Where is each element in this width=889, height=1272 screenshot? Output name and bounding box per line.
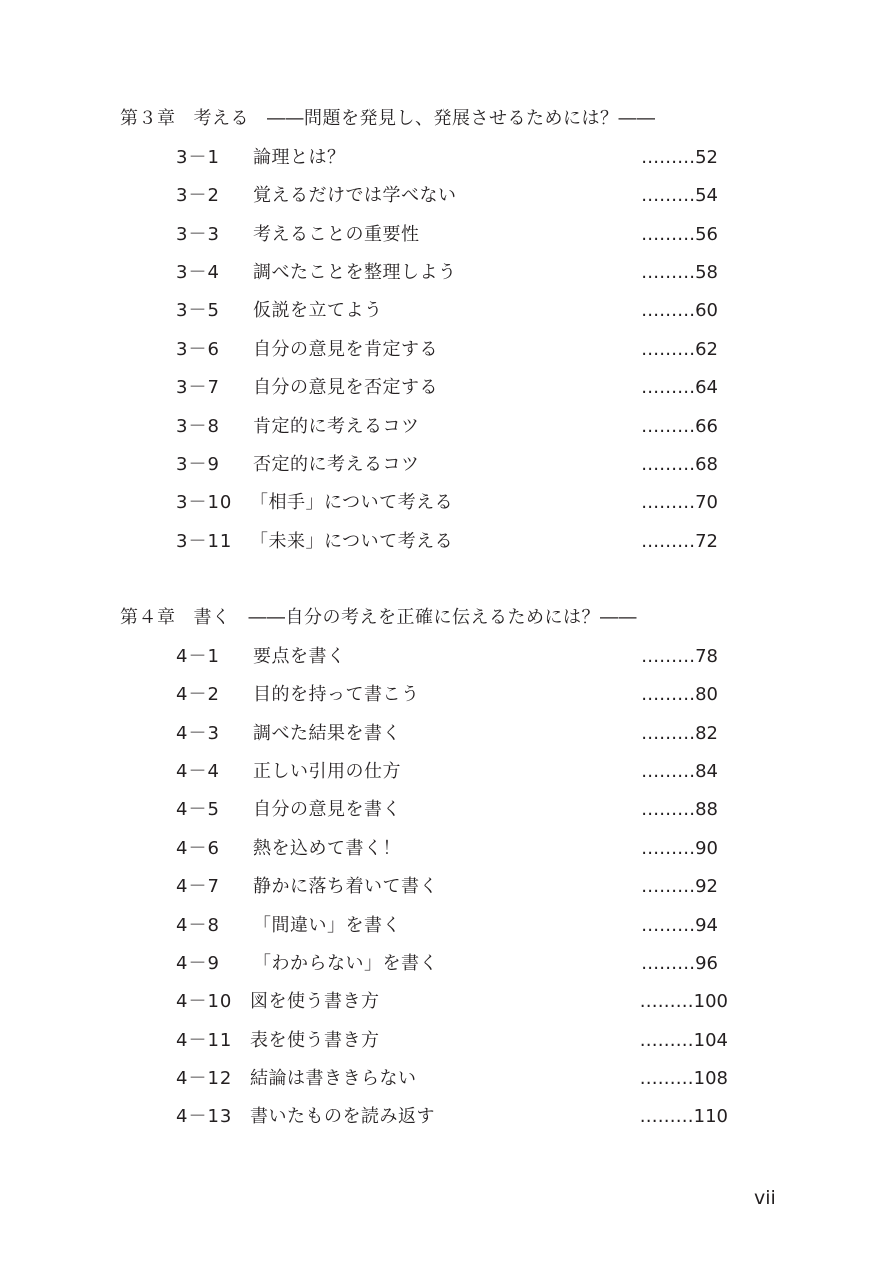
chapter-subtitle: ――自分の考えを正確に伝えるためには？―― <box>248 607 637 628</box>
section-title: 自分の意見を肯定する <box>253 339 438 360</box>
section-title: 表を使う書き方 <box>250 1030 380 1051</box>
chapter-4-heading <box>120 606 637 630</box>
section-number: 4－6 <box>176 838 220 859</box>
section-title: 結論は書ききらない <box>250 1068 417 1089</box>
page-number: ………54 <box>641 185 718 206</box>
section-title: 論理とは？ <box>253 147 346 168</box>
section-title: 熱を込めて書く！ <box>253 838 401 859</box>
section-title: 覚えるだけでは学べない <box>253 185 457 206</box>
section-number: 3－9 <box>176 454 220 475</box>
section-title: 仮説を立てよう <box>253 300 383 321</box>
section-number: 4－10 <box>176 991 233 1012</box>
page-number: ………62 <box>641 339 718 360</box>
section-number: 3－5 <box>176 300 220 321</box>
page-number: ………52 <box>641 147 718 168</box>
section-title: 要点を書く <box>253 646 346 667</box>
toc-entry[interactable] <box>0 645 889 669</box>
section-number: 3－8 <box>176 416 220 437</box>
section-title: 目的を持って書こう <box>253 684 420 705</box>
page-number: ………80 <box>641 684 718 705</box>
toc-entry[interactable] <box>0 952 889 976</box>
section-title: 調べたことを整理しよう <box>253 262 457 283</box>
page-number: ………70 <box>641 492 718 513</box>
toc-entry[interactable] <box>0 415 889 439</box>
chapter-number: 第３章 <box>120 108 176 129</box>
page-number: ………60 <box>641 300 718 321</box>
page-number: ………56 <box>641 224 718 245</box>
section-number: 4－2 <box>176 684 220 705</box>
toc-entry[interactable] <box>0 798 889 822</box>
section-number: 4－13 <box>176 1106 233 1127</box>
toc-entry[interactable] <box>0 683 889 707</box>
section-title: 書いたものを読み返す <box>250 1106 435 1127</box>
toc-entry[interactable] <box>0 1105 889 1129</box>
toc-entry[interactable] <box>0 875 889 899</box>
section-title: 否定的に考えるコツ <box>253 454 420 475</box>
section-title: 調べた結果を書く <box>253 723 401 744</box>
toc-entry[interactable] <box>0 530 889 554</box>
section-title: 静かに落ち着いて書く <box>253 876 438 897</box>
page-number: ………82 <box>641 723 718 744</box>
toc-entry[interactable] <box>0 760 889 784</box>
section-number: 3－7 <box>176 377 220 398</box>
toc-entry[interactable] <box>0 223 889 247</box>
section-number: 4－4 <box>176 761 220 782</box>
page-number: ………78 <box>641 646 718 667</box>
toc-entry[interactable] <box>0 1029 889 1053</box>
section-number: 4－11 <box>176 1030 233 1051</box>
chapter-title: 考える <box>193 108 249 129</box>
section-number: 3－2 <box>176 185 220 206</box>
toc-entry[interactable] <box>0 146 889 170</box>
page-number: ………104 <box>639 1030 728 1051</box>
section-title: 図を使う書き方 <box>250 991 380 1012</box>
section-number: 3－6 <box>176 339 220 360</box>
toc-entry[interactable] <box>0 914 889 938</box>
page-number: ………58 <box>641 262 718 283</box>
page-number: ………96 <box>641 953 718 974</box>
section-number: 4－8 <box>176 915 220 936</box>
page-number: ………92 <box>641 876 718 897</box>
page-number: ………90 <box>641 838 718 859</box>
section-title: 自分の意見を書く <box>253 799 401 820</box>
toc-entry[interactable] <box>0 491 889 515</box>
page-number: ………66 <box>641 416 718 437</box>
toc-entry[interactable] <box>0 837 889 861</box>
section-number: 3－11 <box>176 531 233 552</box>
page-number: ………100 <box>639 991 728 1012</box>
toc-entry[interactable] <box>0 722 889 746</box>
section-title: 正しい引用の仕方 <box>253 761 401 782</box>
toc-entry[interactable] <box>0 990 889 1014</box>
section-title: 考えることの重要性 <box>253 224 420 245</box>
chapter-title: 書く <box>193 607 231 628</box>
toc-entry[interactable] <box>0 376 889 400</box>
toc-entry[interactable] <box>0 299 889 323</box>
page-number: ………110 <box>639 1106 728 1127</box>
section-number: 4－7 <box>176 876 220 897</box>
section-number: 4－9 <box>176 953 220 974</box>
page-number: ………84 <box>641 761 718 782</box>
section-title: 「わからない」を書く <box>253 953 438 974</box>
section-number: 4－3 <box>176 723 220 744</box>
section-title: 肯定的に考えるコツ <box>253 416 420 437</box>
page-number: ………108 <box>639 1068 728 1089</box>
section-number: 4－12 <box>176 1068 233 1089</box>
chapter-number: 第４章 <box>120 607 176 628</box>
page-number: ………68 <box>641 454 718 475</box>
toc-entry[interactable] <box>0 338 889 362</box>
section-title: 「未来」について考える <box>250 531 454 552</box>
section-title: 「間違い」を書く <box>253 915 401 936</box>
chapter-3-heading <box>120 107 656 131</box>
section-number: 3－1 <box>176 147 220 168</box>
toc-entry[interactable] <box>0 453 889 477</box>
page-number: ………88 <box>641 799 718 820</box>
section-number: 3－4 <box>176 262 220 283</box>
section-number: 4－1 <box>176 646 220 667</box>
page-number: ………94 <box>641 915 718 936</box>
section-title: 「相手」について考える <box>250 492 454 513</box>
section-number: 3－10 <box>176 492 233 513</box>
toc-entry[interactable] <box>0 1067 889 1091</box>
page-folio: vii <box>754 1187 776 1209</box>
page-number: ………64 <box>641 377 718 398</box>
section-number: 3－3 <box>176 224 220 245</box>
toc-entry[interactable] <box>0 184 889 208</box>
page-number: ………72 <box>641 531 718 552</box>
toc-entry[interactable] <box>0 261 889 285</box>
section-title: 自分の意見を否定する <box>253 377 438 398</box>
chapter-subtitle: ――問題を発見し、発展させるためには？―― <box>267 108 656 129</box>
section-number: 4－5 <box>176 799 220 820</box>
